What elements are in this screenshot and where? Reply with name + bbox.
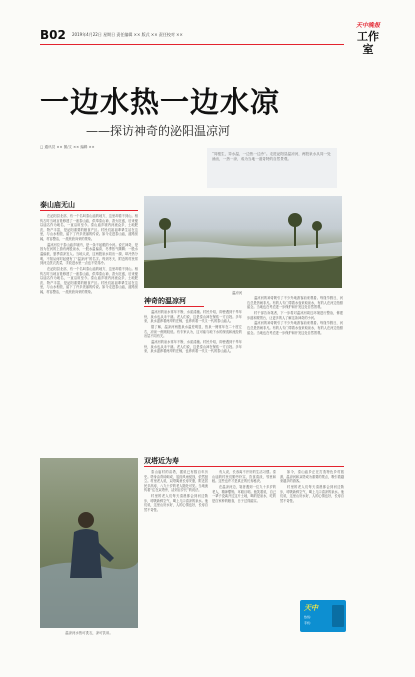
section-title-1: 泰山庙无山: [40, 201, 75, 209]
promo-line-1: 热线：: [304, 615, 314, 619]
section-title-3: 双塔近为寿: [144, 457, 179, 465]
paragraph: 据了解，温凉河两股泉水温差明显，热泉一侧常年在二十度左右，凉泉一侧则较低。有专家认为，这可能与地下水的深浅和流经的岩层不同有关。: [144, 324, 242, 339]
headline-title: 一边水热一边水凉: [40, 85, 281, 119]
promo-brand: 天中: [304, 604, 318, 612]
headline-subtitle: ——探访神奇的泌阳温凉河: [86, 124, 231, 138]
promo-line-2: 手机：: [304, 621, 314, 625]
paragraph: 温凉河的泉水常年不断，水质清澈。村民介绍，即使遇到干旱年份，泉水也从未干涸。老人们说，这是泰山神在保佑一方百姓。多年来，泉水滋养着两岸的庄稼，也养育着一代又一代的泰山庙人。: [144, 339, 242, 354]
paragraph: 有人说，长寿离不开好的生活习惯。泰山庙的村民们勤劳朴实，饮食清淡，邻里和睦。这些也许才是真正的长寿秘诀。: [212, 470, 276, 484]
paragraph: 温凉河的神奇吸引了不少外地游客前来观看。每逢节假日，河边总是热闹非凡。有的人专门带着水壶来取泉水，有的人在河边拍照留念。当地也在考虑进一步保护和开发这处自然景观。: [247, 296, 343, 310]
column-b1: [144, 470, 208, 642]
paragraph: 如今，泰山庙乡正在打造特色乡村旅游，温凉河和双塔成为重要的景点，吸引着越来越多的游客。: [280, 470, 344, 484]
column-b3: [280, 470, 344, 595]
paragraph: 在泌阳县北部，有一个名叫泰山庙的地方，这里却看不到山。相传古时当地百姓修建了一座泰山庙，供奉泰山神，香火旺盛，后来便以庙名作为地名，一直沿用至今。泰山庙乡境内河流众多，土地肥沃，物产丰富，是泌阳重要的粮食产区。村民们祖祖辈辈生活在这里，与山水相依，留下了许多美丽的传说。如今走进泰山庙，道路宽阔，村容整洁，一派欣欣向荣的景象。: [40, 214, 138, 241]
photo-top: [144, 196, 342, 288]
column-b2: [212, 470, 276, 642]
header-meta: 2019年4月22日 星期日 责任编辑 ×× 版式 ×× 责任校对 ××: [72, 32, 183, 37]
logo-brand: 天中晚报: [355, 22, 380, 29]
paragraph: 村干部告诉笔者，下一步将对温凉河周边环境进行整治，修建步道和观景台，让更多的人了解这条神奇的小河。: [247, 310, 343, 320]
photo-top-caption: 温凉河: [232, 291, 243, 295]
paragraph: 泰山庙村的双塔，据说已有数百年历史。塔身由青砖砌成，虽经风雨侵蚀，依然挺立。村里老人说，双塔寓意长寿安康，附近居民多高寿，八九十岁的老人随处可见。当地流传着“住在双塔旁，活到百岁长”的说法。: [144, 470, 208, 493]
page-code: B02: [40, 28, 66, 42]
column-left: [40, 214, 138, 449]
photo-bottom-caption: 温凉河水热可洗衣，凉可饮用。: [65, 631, 113, 635]
lead-box: [207, 148, 337, 188]
paragraph: 村里的老人们每天清晨都会到河边散步，呼吸新鲜空气，喝上几口清凉的泉水。他们说，这里山好水好，人的心情也好，长寿自然不奇怪。: [280, 484, 344, 503]
paragraph: 在泌阳县北部，有一个名叫泰山庙的地方，这里却看不到山。相传古时当地百姓修建了一座泰山庙，供奉泰山神，香火旺盛，后来便以庙名作为地名，一直沿用至今。泰山庙乡境内河流众多，土地肥沃，物产丰富，是泌阳重要的粮食产区。村民们祖祖辈辈生活在这里，与山水相依，留下了许多美丽的传说。如今走进泰山庙，道路宽阔，村容整洁，一派欣欣向荣的景象。: [40, 266, 138, 294]
promo-graphic: [332, 605, 344, 627]
section-rule-3: [144, 466, 344, 467]
lead-text: “同根生，异水温，一边热一边冷”。走进泌阳县温凉河，两股泉水从同一处涌出，一热一凉，成为当地一道奇特的自然景观。: [212, 152, 331, 162]
promo-badge: [300, 600, 346, 632]
column-mid: [144, 310, 242, 450]
section-rule-1: [40, 210, 138, 211]
column-logo: [354, 20, 382, 56]
paragraph: 村里的老人们每天清晨都会到河边散步，呼吸新鲜空气，喝上几口清凉的泉水。他们说，这里山好水好，人的心情也好，长寿自然不奇怪。: [144, 494, 208, 512]
photo-top-art: [144, 196, 342, 288]
logo-name: 工作室: [357, 30, 379, 56]
paragraph: 在温凉河边，笔者遇到一位九十多岁的老人，精神矍铄，耳聪目明。他笑着说，自己一辈子没离开过这片土地，喝的是泉水，吃的是自家种的粮食，日子过得踏实。: [212, 484, 276, 503]
paragraph: 温凉河的泉水常年不断，水质清澈。村民介绍，即使遇到干旱年份，泉水也从未干涸。老人们说，这是泰山神在保佑一方百姓。多年来，泉水滋养着两岸的庄稼，也养育着一代又一代的泰山庙人。: [144, 310, 242, 324]
section-title-2: 神奇的温凉河: [144, 297, 186, 305]
byline: □ 通讯员 ×× 图/文 ×× 编辑 ××: [40, 145, 95, 149]
paragraph: 温凉河的神奇吸引了不少外地游客前来观看。每逢节假日，河边总是热闹非凡。有的人专门带着水壶来取泉水，有的人在河边拍照留念。当地也在考虑进一步保护和开发这处自然景观。: [247, 321, 343, 335]
section-rule-2: [144, 306, 204, 307]
photo-bottom: [40, 458, 138, 628]
header-rule: [40, 44, 344, 45]
paragraph: 温凉河位于泰山庙乡境内，是一条不起眼的小河。说它神奇，是因为在河的上游有两股泉水，一股水温偏高，冬季热气腾腾；一股水温偏低，夏季清凉宜人。当地人说，这两股泉水同出一源，却冷热分明，不知从何时起便有了“温凉河”的名字。每到冬天，附近的村民常到河边洗衣洗菜，手放进水里一点也不觉得冷。: [40, 242, 138, 266]
column-right: [247, 296, 343, 450]
photo-bottom-art: [40, 458, 138, 628]
